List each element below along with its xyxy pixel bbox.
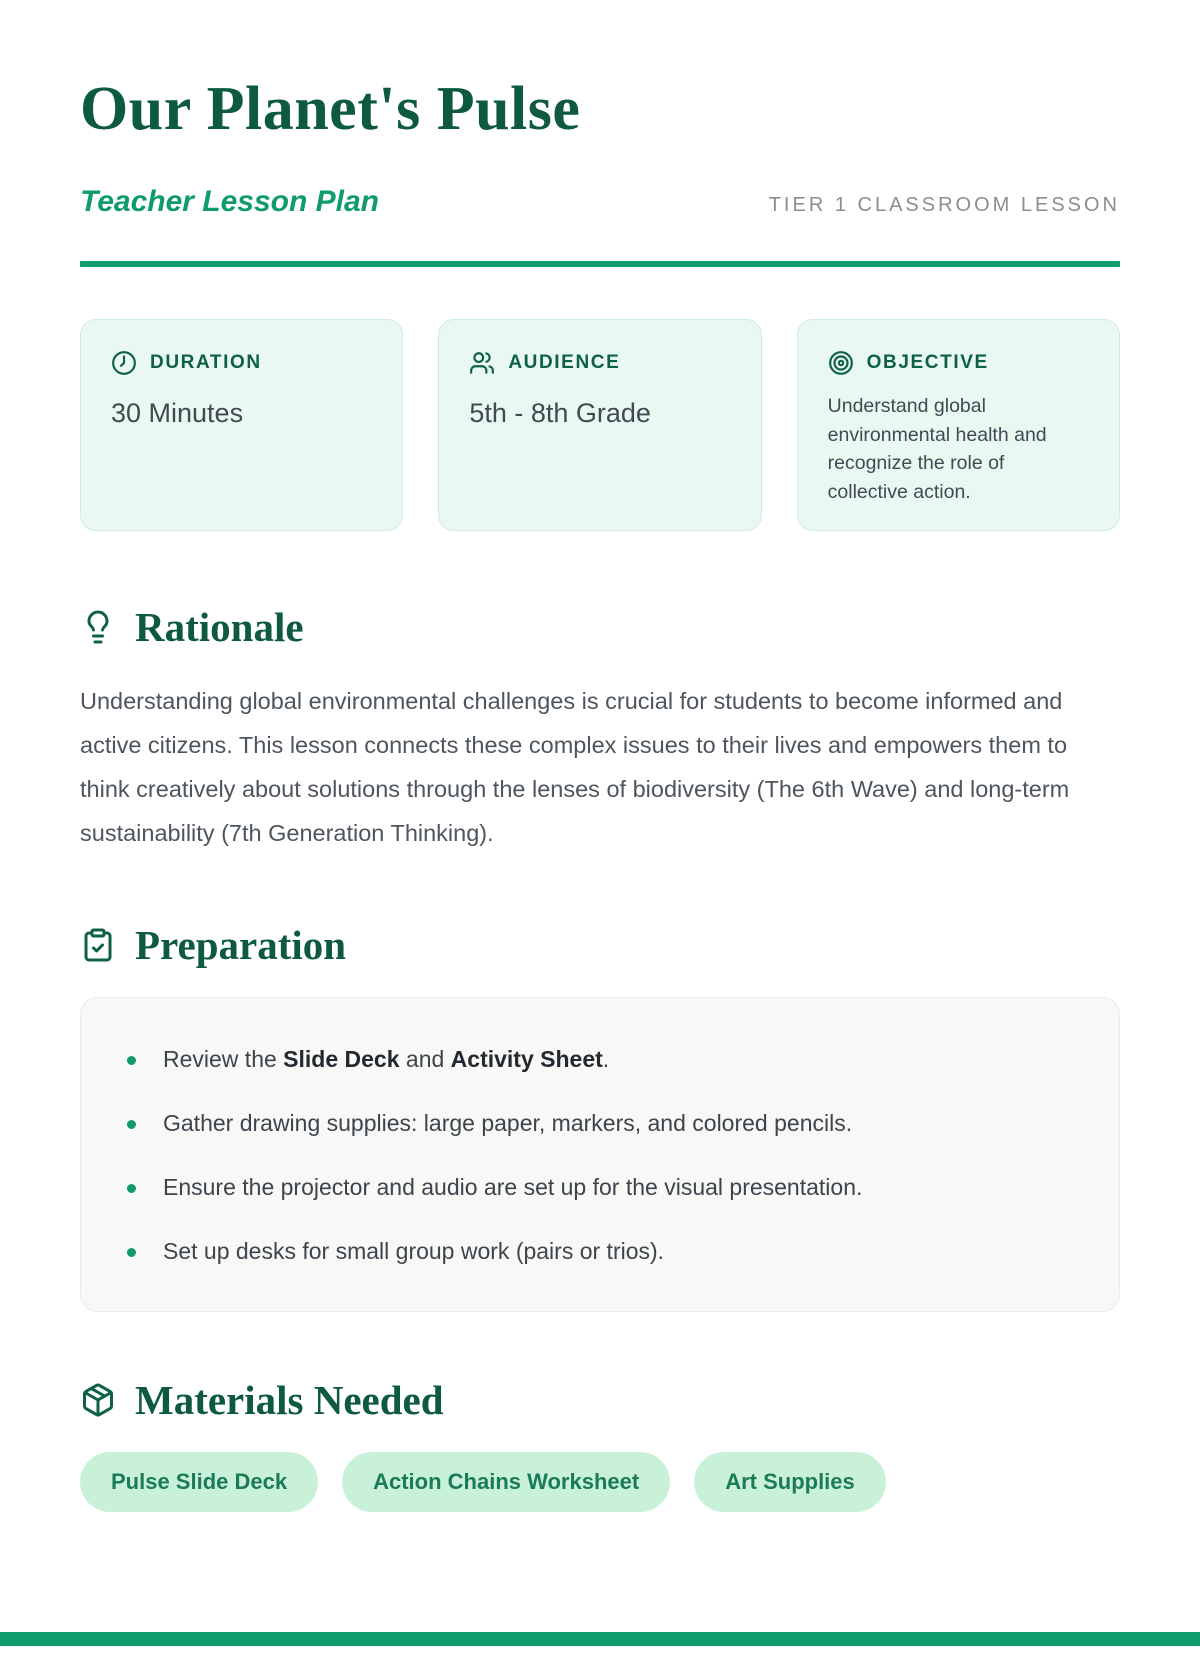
list-item <box>115 1110 1085 1137</box>
bullet-dot <box>127 1056 136 1065</box>
audience-label: AUDIENCE <box>508 352 621 373</box>
rationale-paragraph: Understanding global environmental challenges is crucial for students to become informed and active citizens. This lesson connects these complex issues to their lives and empowers them to think creatively about solutions through the lenses of biodiversity (The 6th Wave) and long-term sustainability (7th Generation Thinking). <box>80 688 1070 846</box>
objective-card <box>797 319 1120 531</box>
material-badge: Art Supplies <box>694 1452 886 1512</box>
bullet-dot <box>127 1184 136 1193</box>
preparation-box <box>80 997 1120 1312</box>
list-item-text: Review the Slide Deck and Activity Sheet. <box>163 1046 610 1072</box>
clipboard-check-icon <box>80 927 116 963</box>
rationale-section-heading <box>80 603 1120 651</box>
material-badge: Action Chains Worksheet <box>342 1452 670 1512</box>
target-icon <box>828 350 854 376</box>
audience-card-header <box>469 350 730 376</box>
list-item <box>115 1238 1085 1265</box>
duration-card <box>80 319 403 531</box>
header-divider <box>80 261 1120 267</box>
duration-label: DURATION <box>150 352 262 373</box>
list-item-text: Set up desks for small group work (pairs or trios). <box>163 1238 665 1264</box>
duration-value: 30 Minutes <box>111 398 244 428</box>
duration-card-header <box>111 350 372 376</box>
list-item <box>115 1174 1085 1201</box>
rationale-heading-text: Rationale <box>135 604 304 650</box>
tier-badge: TIER 1 CLASSROOM LESSON <box>768 194 1120 216</box>
material-badge: Pulse Slide Deck <box>80 1452 318 1512</box>
users-icon <box>469 350 495 376</box>
materials-heading-text: Materials Needed <box>135 1377 444 1423</box>
preparation-section-heading <box>80 921 1120 969</box>
bullet-dot <box>127 1248 136 1257</box>
materials-section-heading <box>80 1376 1120 1424</box>
preparation-list <box>115 1046 1085 1265</box>
document-subtitle: Teacher Lesson Plan <box>80 185 380 218</box>
bullet-dot <box>127 1120 136 1129</box>
list-item-text: Ensure the projector and audio are set up for the visual presentation. <box>163 1174 863 1200</box>
audience-card <box>438 319 761 531</box>
materials-badge-row <box>80 1452 1120 1512</box>
info-card-row <box>80 319 1120 531</box>
audience-value: 5th - 8th Grade <box>469 398 651 428</box>
lesson-plan-page <box>0 74 1200 1512</box>
objective-value: Understand global environmental health and recognize the role of collective action. <box>827 395 1047 503</box>
subtitle-row <box>80 185 1120 219</box>
objective-card-header <box>828 350 1089 376</box>
list-item-text: Gather drawing supplies: large paper, markers, and colored pencils. <box>163 1110 853 1136</box>
lightbulb-icon <box>80 609 116 645</box>
page-title: Our Planet's Pulse <box>80 75 581 143</box>
clock-icon <box>111 350 137 376</box>
footer-accent-bar <box>0 1632 1200 1646</box>
package-icon <box>80 1382 116 1418</box>
objective-label: OBJECTIVE <box>866 352 989 373</box>
preparation-heading-text: Preparation <box>135 922 347 968</box>
list-item <box>115 1046 1085 1073</box>
